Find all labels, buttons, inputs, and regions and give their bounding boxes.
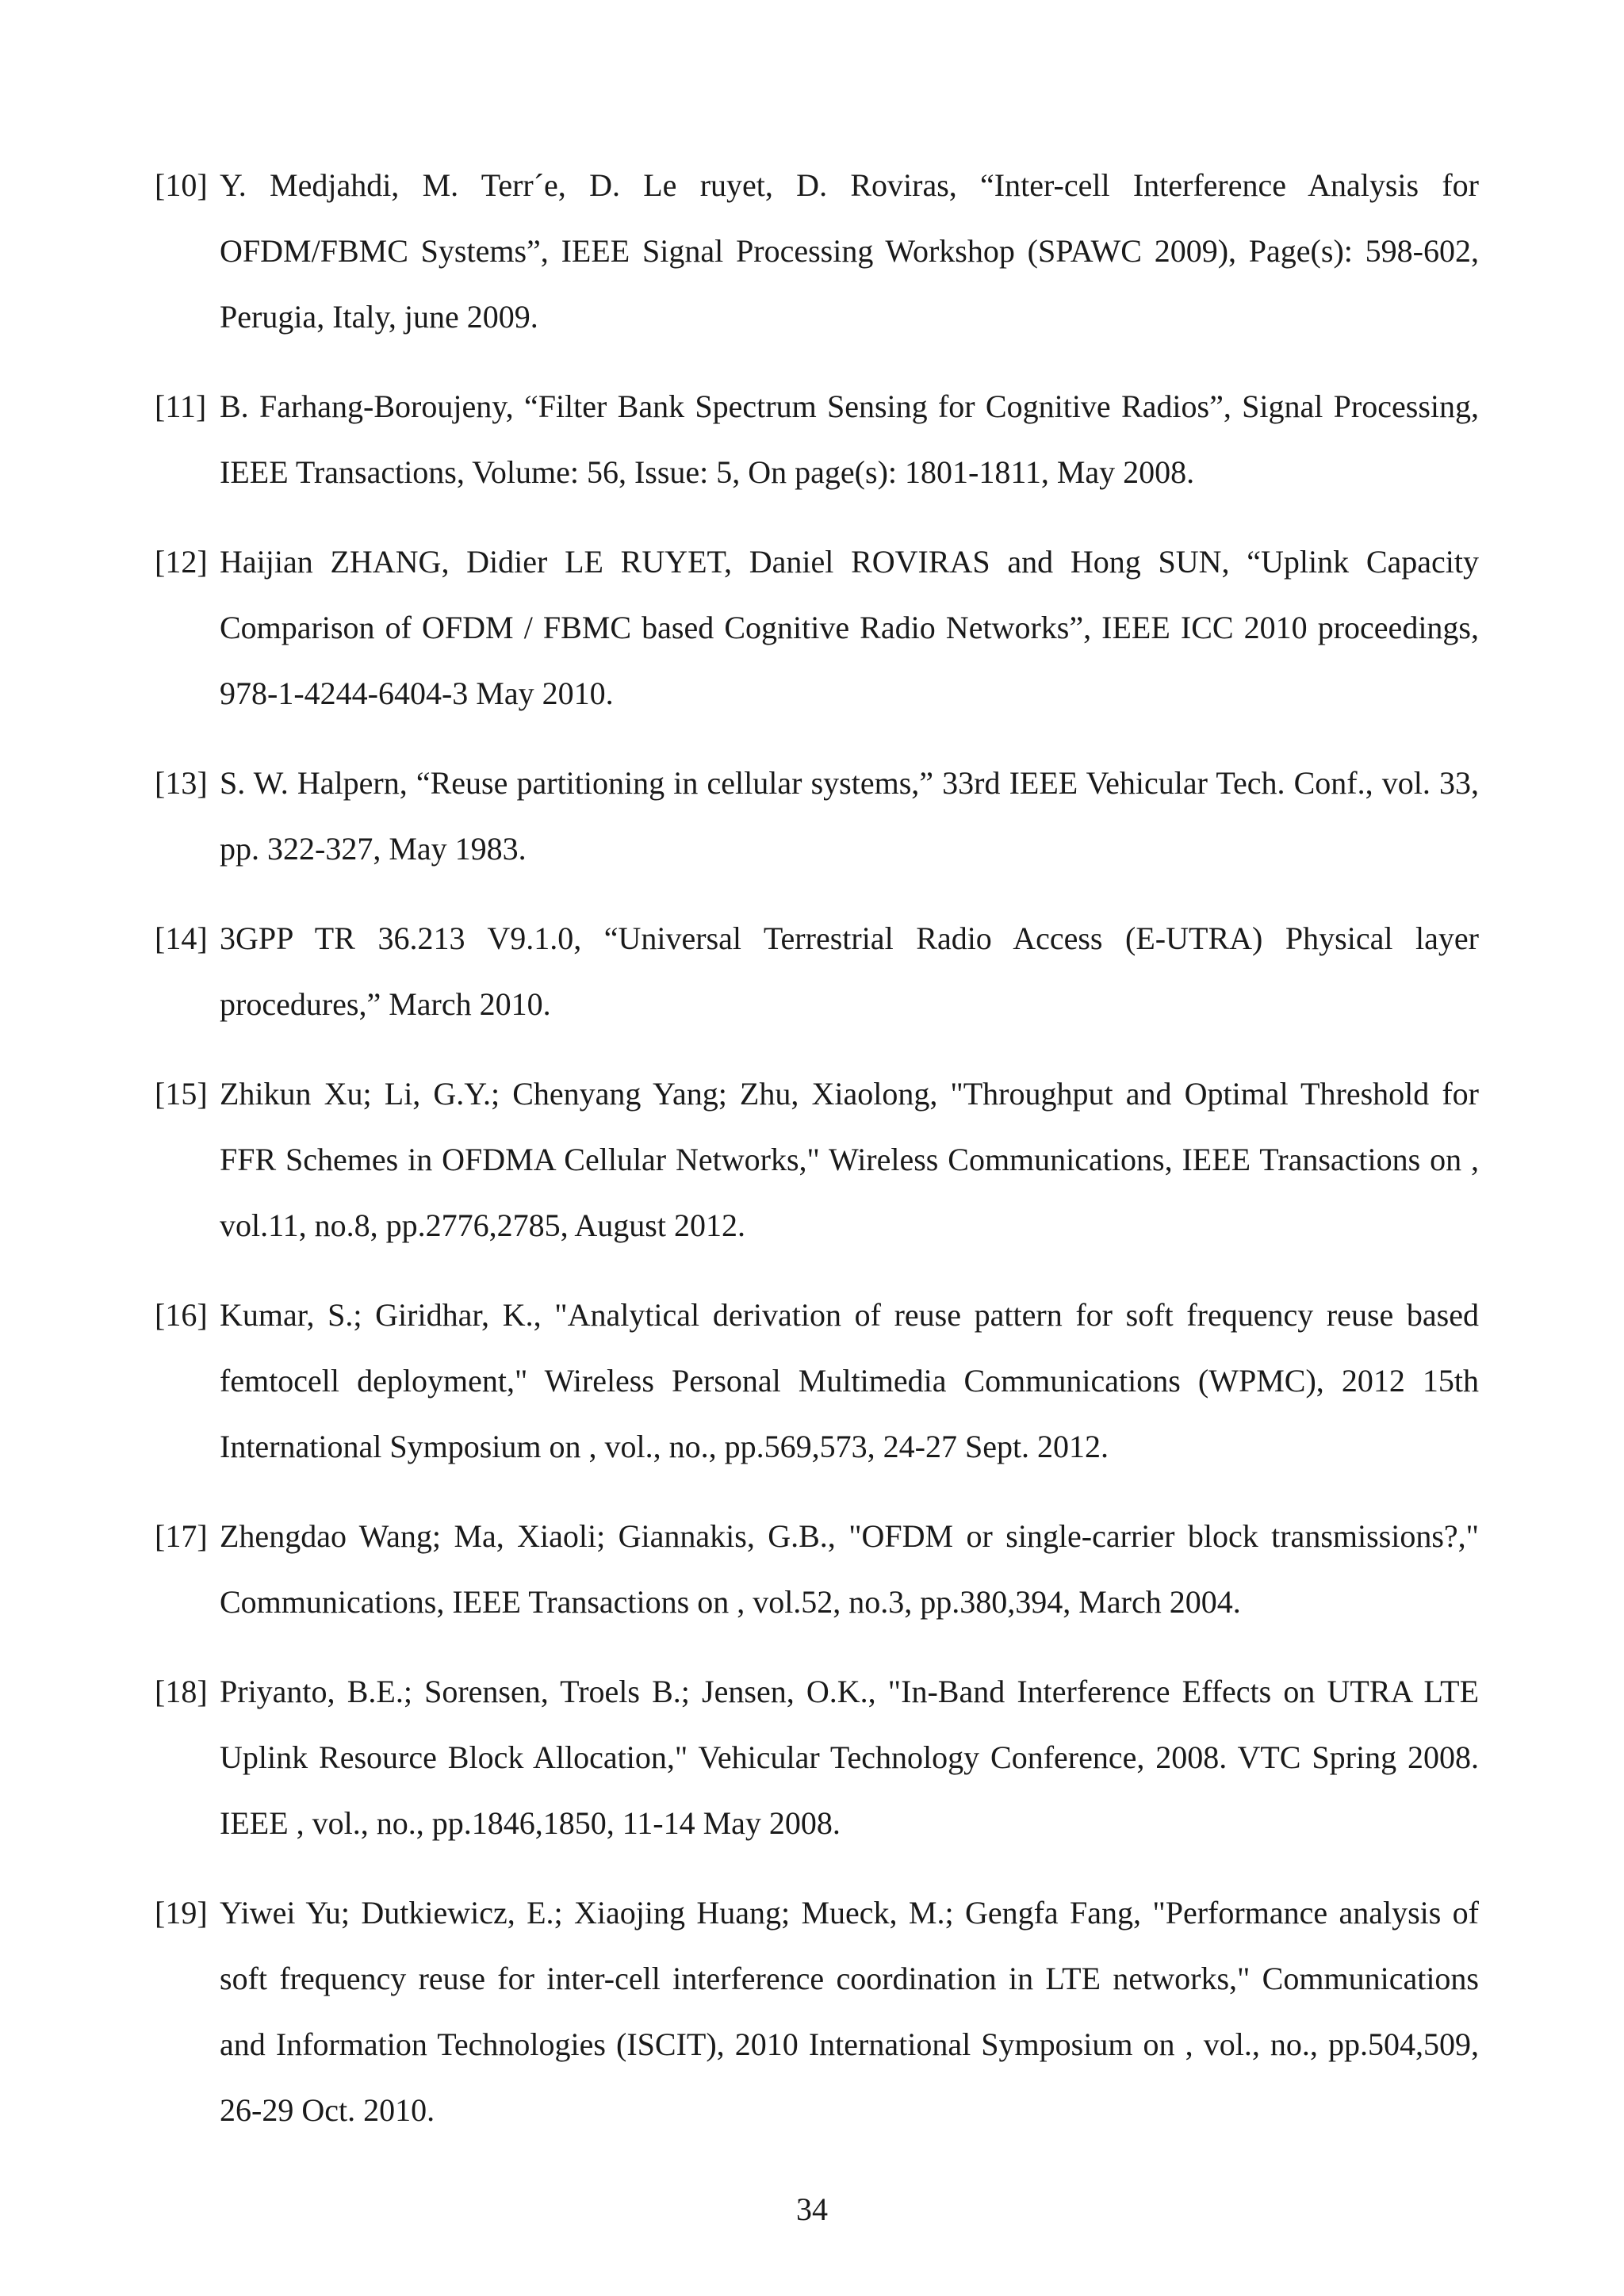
reference-item [155, 1880, 1479, 2143]
reference-item [155, 1061, 1479, 1258]
reference-number: [19] [155, 1895, 208, 1931]
reference-number: [18] [155, 1674, 208, 1709]
reference-text: Haijian ZHANG, Didier LE RUYET, Daniel ROVIRAS and Hong SUN, “Uplink Capacity Comparison of OFDM / FBMC based Cognitive Radio Networks”, IEEE ICC 2010 proceedings, 978-1-4244-6404-3 May 2010. [220, 544, 1479, 711]
reference-text: Kumar, S.; Giridhar, K., "Analytical derivation of reuse pattern for soft frequency reuse based femtocell deployment," Wireless Personal Multimedia Communications (WPMC), 2012 15th International Symposium on , vol., no., pp.569,573, 24-27 Sept. 2012. [220, 1297, 1479, 1464]
reference-text: Priyanto, B.E.; Sorensen, Troels B.; Jensen, O.K., "In-Band Interference Effects on UTRA LTE Uplink Resource Block Allocation," Vehicular Technology Conference, 2008. VTC Spring 2008. IEEE , vol., no., pp.1846,1850, 11-14 May 2008. [220, 1674, 1479, 1841]
reference-number: [16] [155, 1297, 208, 1333]
reference-number: [12] [155, 544, 208, 580]
reference-text: B. Farhang-Boroujeny, “Filter Bank Spectrum Sensing for Cognitive Radios”, Signal Processing, IEEE Transactions, Volume: 56, Issue: 5, On page(s): 1801-1811, May 2008. [220, 388, 1479, 490]
reference-item [155, 905, 1479, 1037]
reference-number: [11] [155, 388, 207, 424]
reference-item [155, 373, 1479, 505]
reference-number: [10] [155, 167, 208, 203]
reference-item [155, 152, 1479, 350]
reference-item [155, 1282, 1479, 1479]
reference-text: Yiwei Yu; Dutkiewicz, E.; Xiaojing Huang; Mueck, M.; Gengfa Fang, "Performance analysis of soft frequency reuse for inter-cell interference coordination in LTE networks," Communications and Information Technologies (ISCIT), 2010 International Symposium on , vol., no., pp.504,509, 26-29 Oct. 2010. [220, 1895, 1479, 2128]
reference-text: S. W. Halpern, “Reuse partitioning in cellular systems,” 33rd IEEE Vehicular Tech. Conf., vol. 33, pp. 322-327, May 1983. [220, 765, 1479, 867]
reference-item [155, 529, 1479, 726]
reference-item [155, 1659, 1479, 1856]
reference-list [155, 152, 1479, 2167]
reference-text: 3GPP TR 36.213 V9.1.0, “Universal Terrestrial Radio Access (E-UTRA) Physical layer procedures,” March 2010. [220, 920, 1479, 1022]
reference-item [155, 750, 1479, 882]
page-number: 34 [796, 2191, 828, 2227]
reference-text: Zhikun Xu; Li, G.Y.; Chenyang Yang; Zhu, Xiaolong, "Throughput and Optimal Threshold for FFR Schemes in OFDMA Cellular Networks," Wireless Communications, IEEE Transactions on , vol.11, no.8, pp.2776,2785, August 2012. [220, 1076, 1479, 1243]
reference-number: [15] [155, 1076, 208, 1112]
reference-item [155, 1503, 1479, 1635]
reference-number: [14] [155, 920, 208, 956]
reference-text: Y. Medjahdi, M. Terr´e, D. Le ruyet, D. Roviras, “Inter-cell Interference Analysis for OFDM/FBMC Systems”, IEEE Signal Processing Workshop (SPAWC 2009), Page(s): 598-602, Perugia, Italy, june 2009. [220, 167, 1479, 335]
reference-number: [13] [155, 765, 208, 801]
reference-text: Zhengdao Wang; Ma, Xiaoli; Giannakis, G.B., "OFDM or single-carrier block transmissions?," Communications, IEEE Transactions on , vol.52, no.3, pp.380,394, March 2004. [220, 1518, 1479, 1620]
reference-number: [17] [155, 1518, 208, 1554]
